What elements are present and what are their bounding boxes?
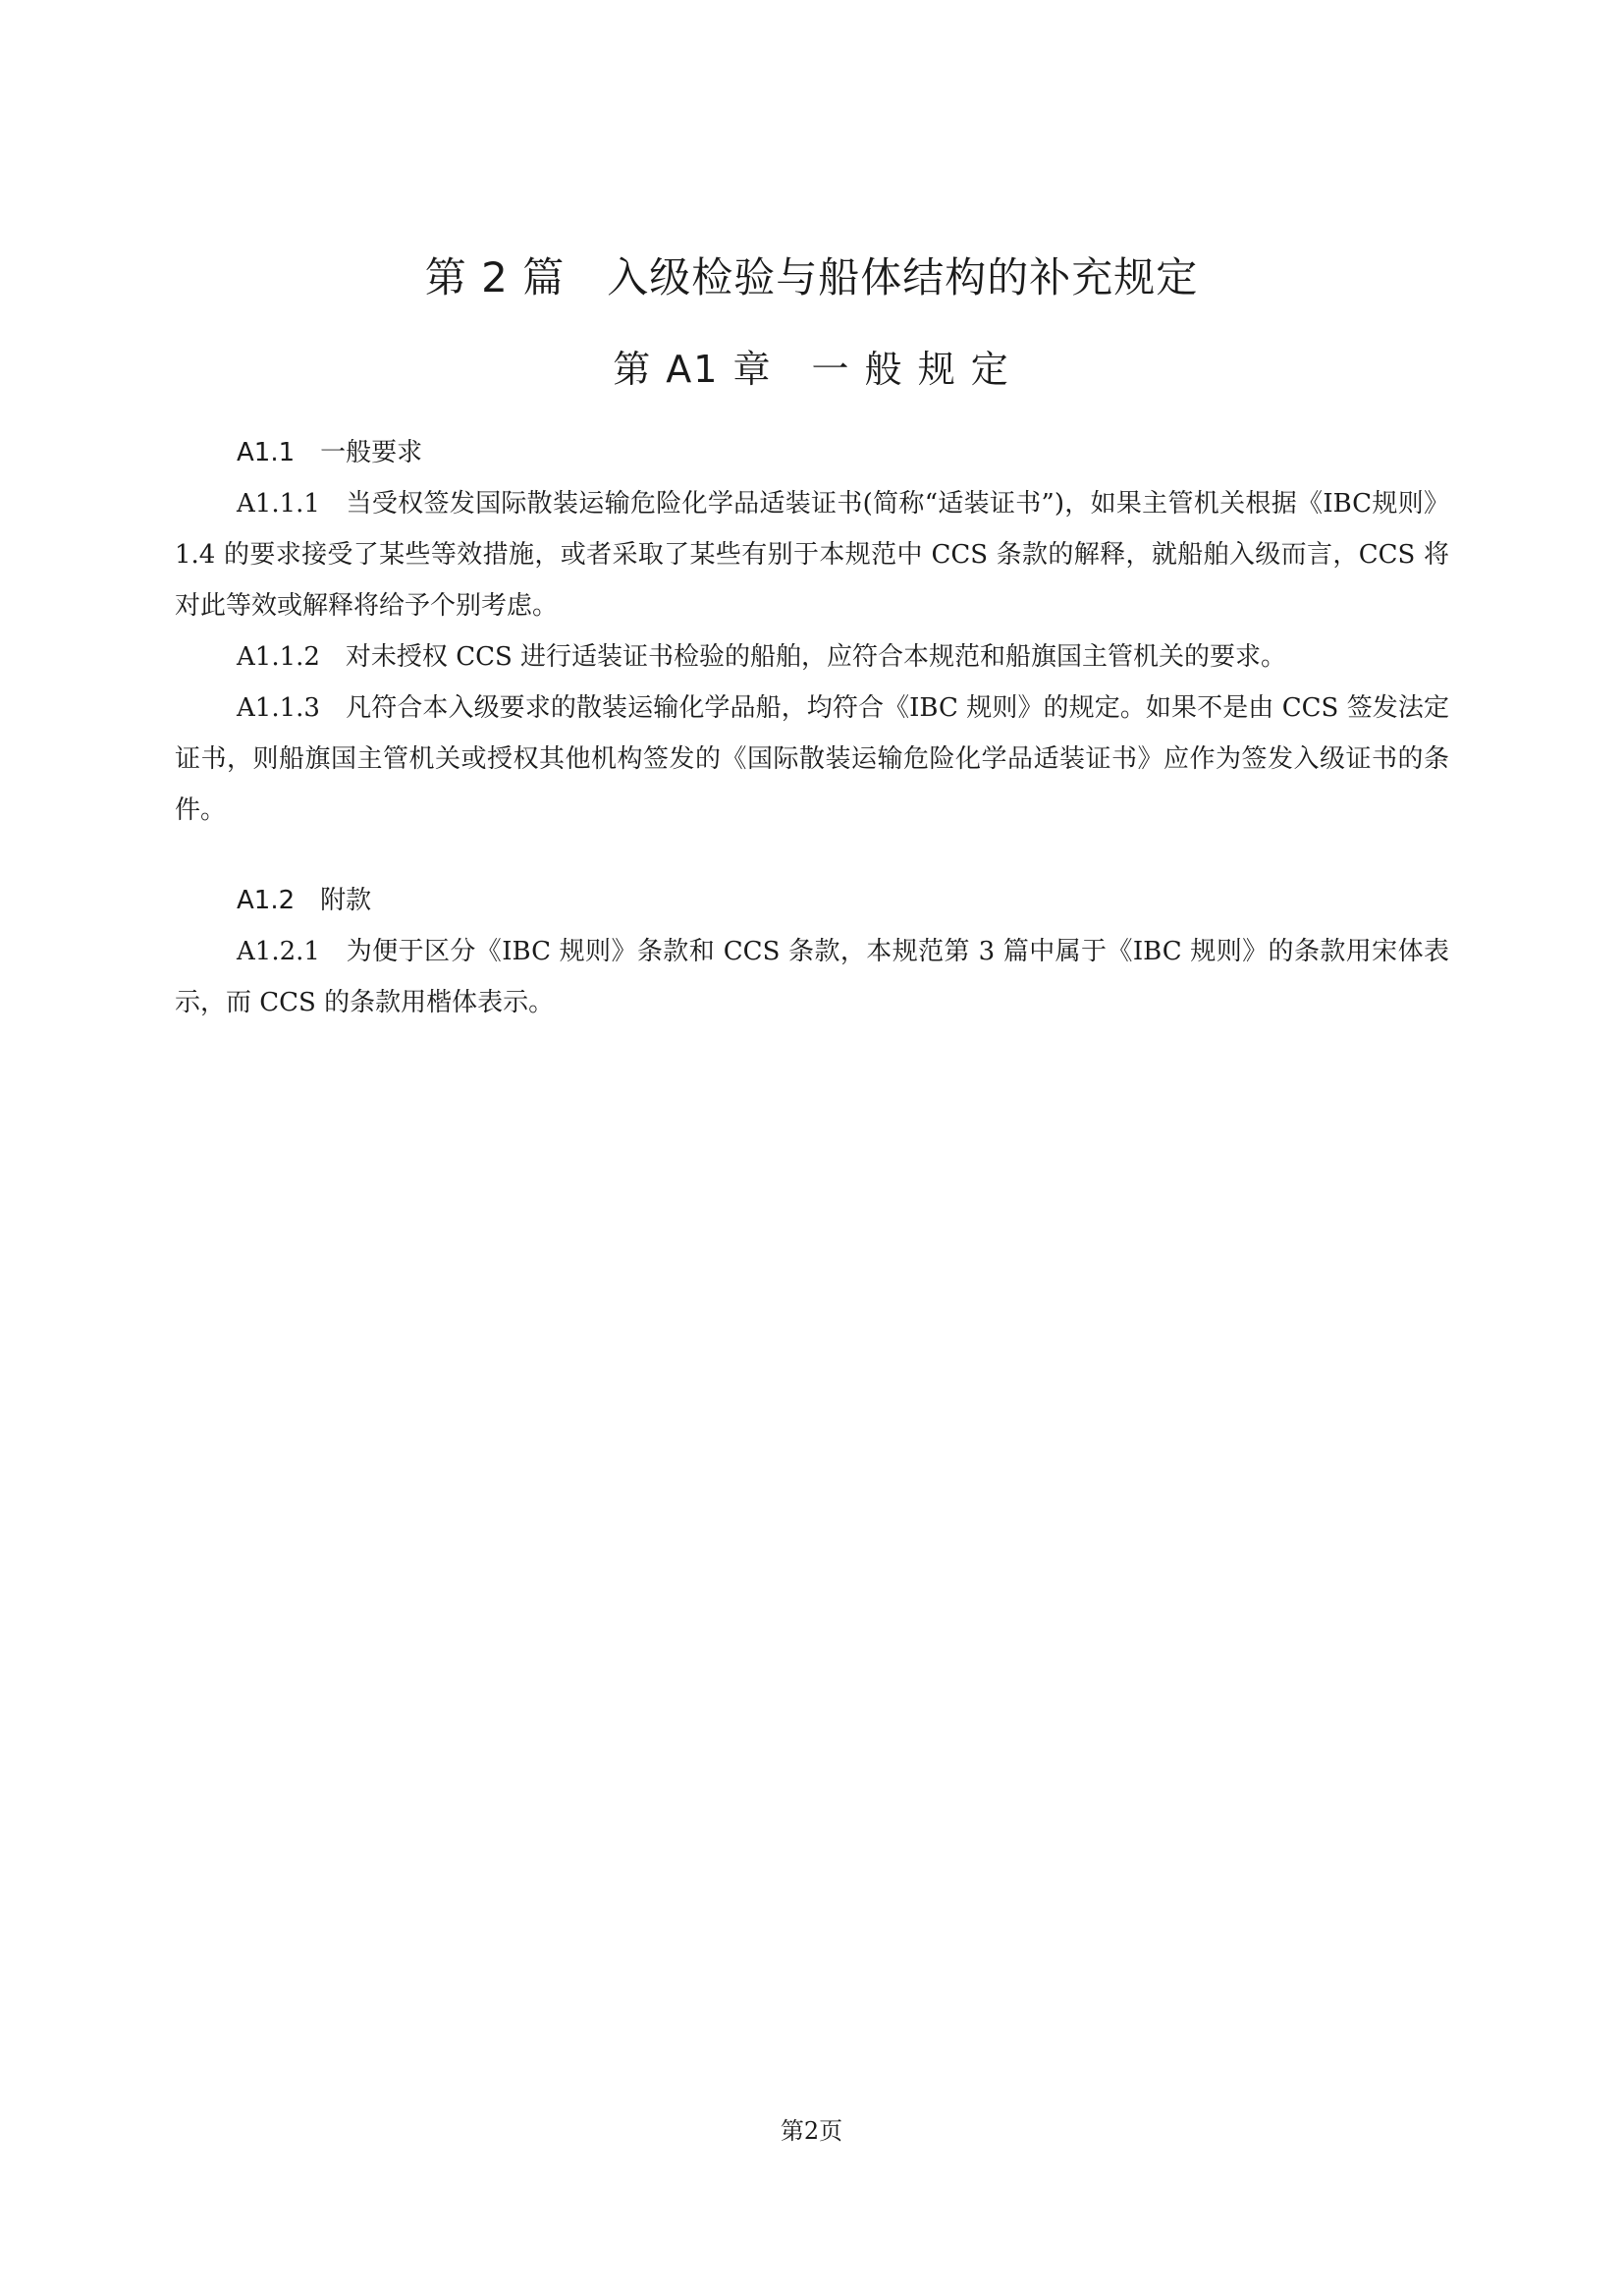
section-heading: A1.2 附款 (237, 886, 372, 915)
paragraph: A1.1.2 对未授权 CCS 进行适装证书检验的船舶，应符合本规范和船旗国主管机关的要求。 (237, 642, 1287, 672)
page-number: 第2页 (780, 2117, 843, 2145)
paragraph: A1.2.1 为便于区分《IBC 规则》条款和 CCS 条款，本规范第 3 篇中属于《IBC 规则》的条款用宋体表示，而 CCS 的条款用楷体表示。 (175, 937, 1449, 1017)
paragraph: A1.1.1 当受权签发国际散装运输危险化学品适装证书(简称“适装证书”)，如果主管机关根据《IBC规则》1.4 的要求接受了某些等效措施，或者采取了某些有别于本规范中 CCS 条款的解释，就船舶入级而言，CCS 将对此等效或解释将给予个别考虑。 (175, 489, 1449, 621)
document-body (175, 427, 1449, 1028)
section-heading: A1.1 一般要求 (237, 438, 423, 467)
section-notations (175, 875, 1449, 1028)
section-general-requirements (175, 427, 1449, 836)
paragraph: A1.1.3 凡符合本入级要求的散装运输化学品船，均符合《IBC 规则》的规定。如果不是由 CCS 签发法定证书，则船旗国主管机关或授权其他机构签发的《国际散装运输危险化学品适装证书》应作为签发入级证书的条件。 (175, 693, 1449, 825)
section-divider (175, 836, 1449, 875)
part-title: 第 2 篇 入级检验与船体结构的补充规定 (424, 253, 1199, 301)
chapter-title: 第 A1 章 一 般 规 定 (613, 348, 1010, 391)
